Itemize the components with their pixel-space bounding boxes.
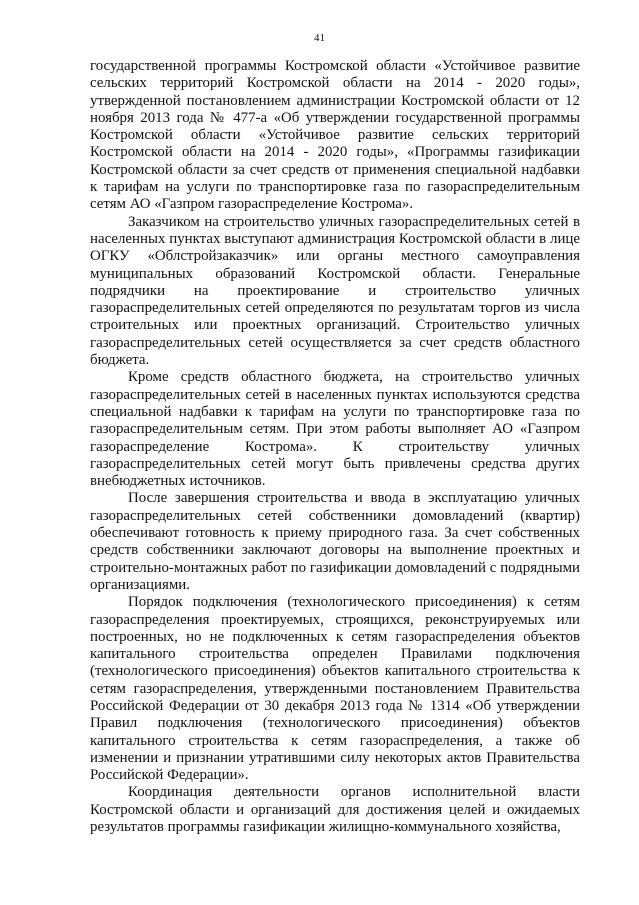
body-text [90,58,580,836]
paragraph-6: Координация деятельности органов исполнительной власти Костромской области и организаций для достижения целей и ожидаемых результатов программы газификации жилищно-коммунального хозяйства, [90,784,580,836]
paragraph-3: Кроме средств областного бюджета, на строительство уличных газораспределительных сетей в населенных пунктах используются средства специальной надбавки к тарифам на услуги по транспортировке газа по газораспределительным сетям. При этом работы выполняет АО «Газпром газораспределение Кострома». К строительству уличных газораспределительных сетей могут быть привлечены средства других внебюджетных источников. [90,369,580,490]
page-number: 41 [314,32,325,44]
paragraph-4: После завершения строительства и ввода в эксплуатацию уличных газораспределительных сетей собственники домовладений (квартир) обеспечивают готовность к приему природного газа. За счет собственных средств собственники заключают договоры на выполнение проектных и строительно-монтажных работ по газификации домовладений с подрядными организациями. [90,490,580,593]
paragraph-2: Заказчиком на строительство уличных газораспределительных сетей в населенных пунктах выступают администрация Костромской области в лице ОГКУ «Облстройзаказчик» или органы местного самоуправления муниципальных образований Костромской области. Генеральные подрядчики на проектирование и строительство уличных газораспределительных сетей определяются по результатам торгов из числа строительных или проектных организаций. Строительство уличных газораспределительных сетей осуществляется за счет средств областного бюджета. [90,213,580,369]
paragraph-5: Порядок подключения (технологического присоединения) к сетям газораспределения проектируемых, строящихся, реконструируемых или построенных, но не подключенных к сетям газораспределения объектов капитального строительства определен Правилами подключения (технологического присоединения) объектов капитального строительства к сетям газораспределения, утвержденными постановлением Правительства Российской Федерации от 30 декабря 2013 года № 1314 «Об утверждении Правил подключения (технологического присоединения) объектов капитального строительства к сетям газораспределения, а также об изменении и признании утратившими силу некоторых актов Правительства Российской Федерации». [90,594,580,784]
paragraph-1: государственной программы Костромской области «Устойчивое развитие сельских территорий Костромской области на 2014 - 2020 годы», утвержденной постановлением администрации Костромской области от 12 ноября 2013 года № 477-а «Об утверждении государственной программы Костромской области «Устойчивое развитие сельских территорий Костромской области на 2014 - 2020 годы», «Программы газификации Костромской области за счет средств от применения специальной надбавки к тарифам на услуги по транспортировке газа по газораспределительным сетям АО «Газпром газораспределение Кострома». [90,58,580,213]
